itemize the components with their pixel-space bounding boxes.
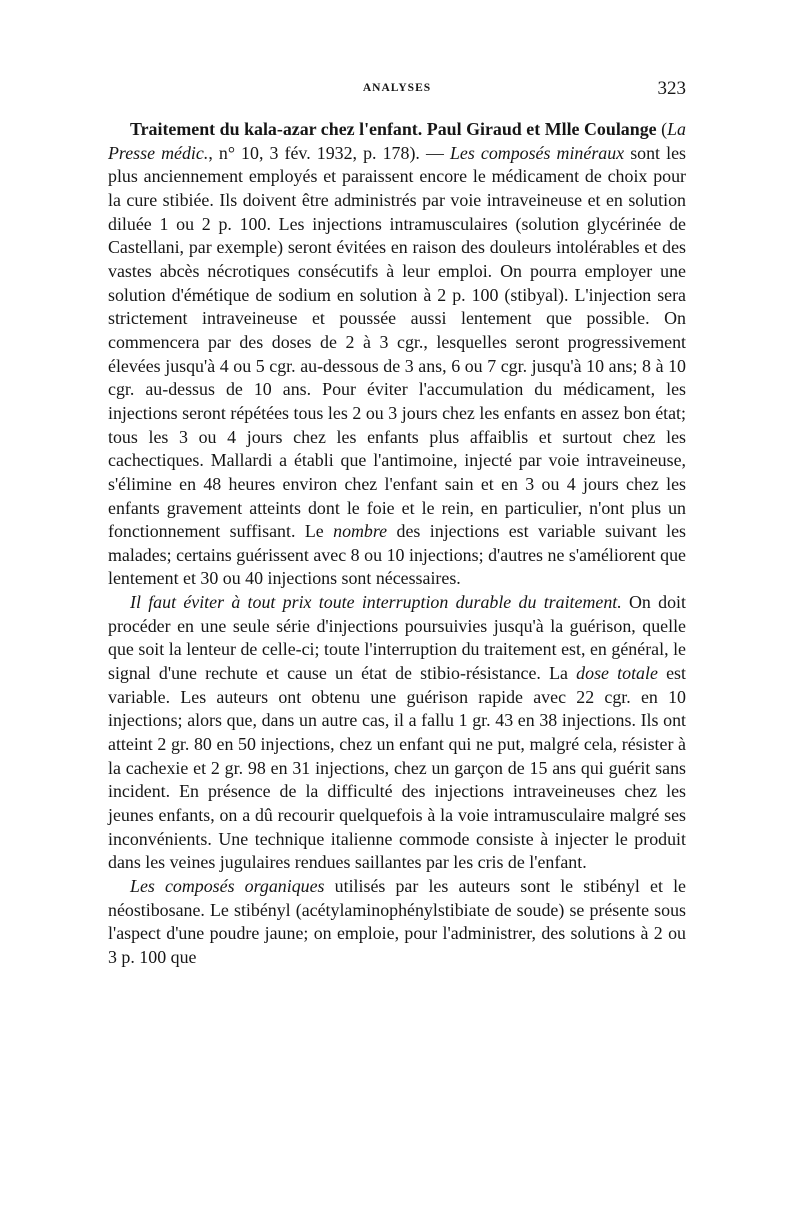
journal-name: La Presse médic. — [108, 119, 686, 163]
emphasis-total-dose: dose totale — [576, 663, 658, 684]
paragraph-2-text-a: On doit procéder en une seule série d'injections poursuivies jusqu'à la guérison, quelle que soit la lenteur de celle-ci; toute l'interruption du traitement est, en général, le signal d'une rechute et cause un état de stibio-résistance. La — [108, 592, 686, 684]
paragraph-3-text: utilisés par les auteurs sont le stibényl et le néostibosane. Le stibényl (acétylaminophénylstibiate de soude) se présente sous l'aspect d'une poudre jaune; on emploie, pour l'administrer, des solutions à 2 ou 3 p. 100 que — [108, 876, 686, 967]
emphasis-organic-compounds: Les composés organiques — [130, 876, 325, 896]
emphasis-number: nombre — [333, 521, 388, 542]
article-authors: Paul Giraud et Mlle Coulange — [426, 119, 657, 139]
emphasis-avoid-interruption: Il faut éviter à tout prix toute interruption durable du traitement. — [130, 592, 622, 613]
paragraph-1 — [108, 118, 686, 591]
source-open: ( — [661, 119, 668, 139]
paragraph-1-text-a: sont les plus anciennement employés et paraissent encore le médicament de choix pour la cure stibiée. Ils doivent être administrés par voie intraveineuse et en solution diluée 1 ou 2 p. 100. Les injections intramusculaires (solution glycérinée de Castellani, par exemple) seront évitées en raison des douleurs intolérables et des vastes abcès nécrotiques consécutifs à leur emploi. On pourra employer une solution d'émétique de sodium en solution à 2 p. 100 (stibyal). L'injection sera strictement intraveineuse et poussée aussi lentement que possible. On commencera par des doses de 2 à 3 cgr., lesquelles seront progressivement élevées jusqu'à 4 ou 5 cgr. au-dessous de 3 ans, 6 ou 7 cgr. jusqu'à 10 ans; 8 à 10 cgr. au-dessus de 10 ans. Pour éviter l'accumulation du médicament, les injections seront répétées tous les 2 ou 3 jours chez les enfants en assez bon état; tous les 3 ou 4 jours chez les enfants plus affaiblis et surtout chez les cachectiques. Mallardi a établi que l'antimoine, injecté par voie intraveineuse, s'élimine en 48 heures environ chez l'enfant sain et en 3 ou 4 jours chez les enfants gravement atteints dont le foie et le rein, en particulier, n'ont plus un fonctionnement suffisant. Le — [108, 142, 686, 542]
paragraph-1-text-b: des injections est variable suivant les malades; certains guérissent avec 8 ou 10 injections; d'autres ne s'améliorent que lentement et 30 ou 40 injections sont nécessaires. — [108, 521, 686, 589]
section-title: ANALYSES — [362, 82, 432, 94]
page-number: 323 — [657, 78, 686, 99]
paragraph-2-text-b: est variable. Les auteurs ont obtenu une guérison rapide avec 22 cgr. en 10 injections; alors que, dans un autre cas, il a fallu 1 gr. 43 en 38 injections. Ils ont atteint 2 gr. 80 en 50 injections, chez un enfant qui ne put, malgré cela, résister à la cachexie et 2 gr. 98 en 31 injections, chez un garçon de 15 ans qui guérit sans incident. En présence de la difficulté des injections intraveineuses chez les jeunes enfants, on a dû recourir quelquefois à la voie intramusculaire malgré ses inconvénients. Une technique italienne commode consiste à injecter le produit dans les veines jugulaires rendues saillantes par les cris de l'enfant. — [108, 663, 686, 873]
paragraph-2 — [108, 591, 686, 875]
emphasis-mineral-compounds: Les composés minéraux — [449, 142, 625, 163]
running-head — [108, 80, 686, 102]
article-body — [108, 118, 686, 970]
article-title: Traitement du kala-azar chez l'enfant. — [130, 119, 423, 139]
citation: , n° 10, 3 fév. 1932, p. 178). — — [208, 142, 450, 163]
paragraph-3 — [108, 875, 686, 970]
